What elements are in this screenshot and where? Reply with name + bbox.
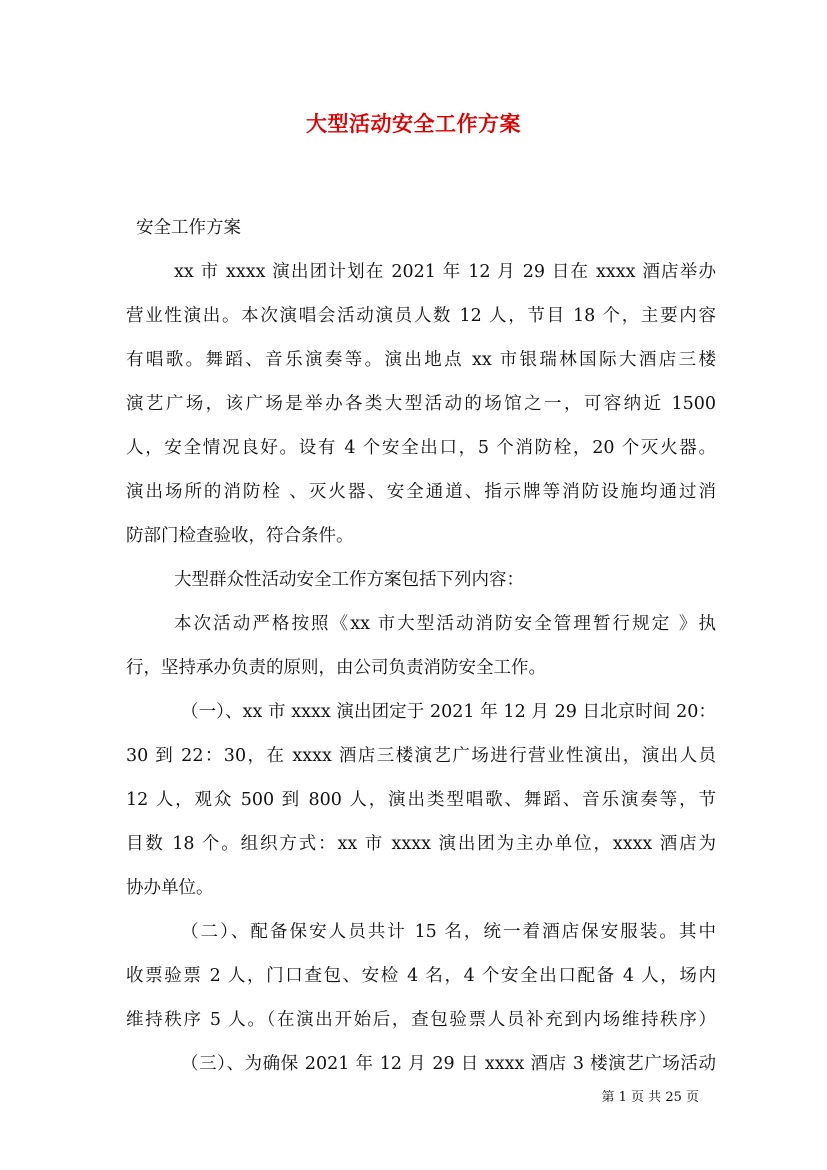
paragraph-line: 大型群众性活动安全工作方案包括下列内容： — [174, 570, 524, 590]
paragraph-line: 30 到 22：30，在 xxxx 酒店三楼演艺广场进行营业性演出，演出人员 — [126, 746, 716, 766]
paragraph-line: 维持秩序 5 人。（在演出开始后，查包验票人员补充到内场维持秩序） — [126, 1010, 716, 1030]
paragraph-line: xx 市 xxxx 演出团计划在 2021 年 12 月 29 日在 xxxx 酒店举办 — [174, 262, 716, 282]
paragraph-line: 防部门检查验收，符合条件。 — [126, 526, 354, 546]
page-number: 第 1 页 共 25 页 — [601, 1090, 699, 1105]
section-heading: 安全工作方案 — [136, 218, 241, 238]
paragraph-line: （三）、为确保 2021 年 12 月 29 日 xxxx 酒店 3 楼演艺广场活动 — [181, 1054, 716, 1074]
paragraph-line: （二）、配备保安人员共计 15 名，统一着酒店保安服装。其中 — [181, 922, 716, 942]
document-body — [126, 206, 716, 1086]
paragraph-line: （一）、xx 市 xxxx 演出团定于 2021 年 12 月 29 日北京时间 20： — [181, 702, 716, 722]
paragraph-line: 演艺广场，该广场是举办各类大型活动的场馆之一，可容纳近 1500 — [126, 394, 716, 414]
paragraph-line: 协办单位。 — [126, 878, 214, 898]
paragraph-line: 演出场所的消防栓 、灭火器、安全通道、指示牌等消防设施均通过消 — [126, 482, 716, 502]
paragraph-line: 行，坚持承办负责的原则，由公司负责消防安全工作。 — [126, 658, 546, 678]
paragraph-line: 12 人，观众 500 到 800 人，演出类型唱歌、舞蹈、音乐演奏等，节 — [126, 790, 716, 810]
paragraph-line: 有唱歌。舞蹈、音乐演奏等。演出地点 xx 市银瑞林国际大酒店三楼 — [126, 350, 716, 370]
paragraph-line: 营业性演出。本次演唱会活动演员人数 12 人，节目 18 个，主要内容 — [126, 306, 716, 326]
paragraph-line: 收票验票 2 人，门口查包、安检 4 名，4 个安全出口配备 4 人，场内 — [126, 966, 716, 986]
paragraph-line: 人，安全情况良好。设有 4 个安全出口，5 个消防栓，20 个灭火器。 — [126, 438, 716, 458]
paragraph-line: 目数 18 个。组织方式：xx 市 xxxx 演出团为主办单位，xxxx 酒店为 — [126, 834, 716, 854]
document-title: 大型活动安全工作方案 — [306, 111, 521, 136]
paragraph-line: 本次活动严格按照《xx 市大型活动消防安全管理暂行规定 》执 — [174, 614, 716, 634]
